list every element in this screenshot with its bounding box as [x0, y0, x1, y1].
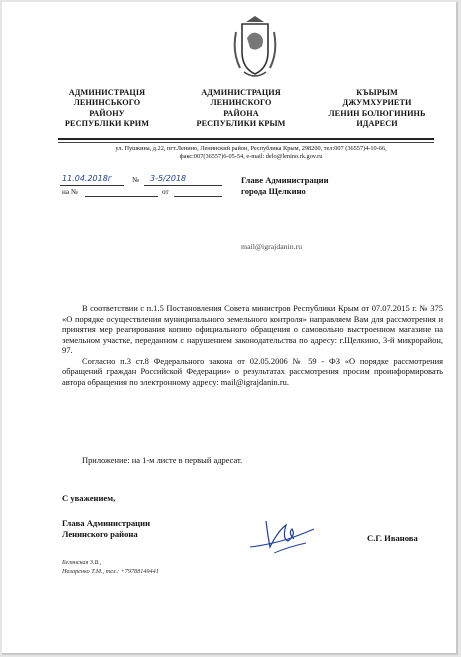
letter-body	[62, 303, 443, 387]
attachment-note: Приложение: на 1-м листе в первый адресат.	[82, 455, 243, 465]
reference-from-label: от	[162, 188, 169, 196]
header-left-line-4: РЕСПУБЛІКИ КРИМ	[64, 118, 150, 128]
header-russian	[186, 88, 296, 129]
reference-label: на №	[62, 188, 78, 196]
regards: С уважением,	[62, 493, 116, 503]
header-left-line-3: РАЙОНУ	[89, 108, 125, 118]
executor-line-2: Назаренко Т.М., тел.: +79788149441	[62, 568, 159, 575]
signature-icon	[248, 517, 318, 555]
header-right-line-1: КЪЫРЫМ	[356, 88, 398, 97]
reference-date-underline	[174, 196, 222, 197]
header-center-line-1: АДМИНИСТРАЦИЯ	[201, 88, 281, 97]
header-center-line-4: РЕСПУБЛИКИ КРЫМ	[196, 118, 286, 128]
addressee-email: mail@igrajdanin.ru	[241, 242, 303, 251]
header-right-line-3: ЛЕНИН БОЛЮГИНИНЬ	[328, 108, 426, 118]
crimea-coat-of-arms-icon	[232, 12, 278, 82]
header-right-line-4: ИДАРЕСИ	[356, 118, 398, 128]
header-crimean-tatar	[318, 88, 436, 129]
executor-line-1: Белянская З.В.,	[62, 559, 102, 566]
header-divider	[58, 138, 434, 140]
reference-underline	[85, 196, 158, 197]
handwritten-number: 3-5/2018	[150, 174, 187, 183]
position-line-1: Глава Администрации	[62, 518, 151, 528]
header-center-line-2: ЛЕНИНСКОГО	[210, 98, 272, 108]
header-right-line-2: ДЖУМХУРИЕТИ	[342, 98, 412, 108]
number-label: №	[132, 176, 139, 184]
addressee	[241, 175, 329, 197]
addressee-line-2: города Щелкино	[241, 186, 306, 196]
header-divider-thin	[58, 142, 434, 143]
contact-info	[68, 145, 434, 161]
signer-position	[62, 518, 150, 540]
contact-line-2: факс:007(36557)6-05-54, e-mail: delo@lenino.rk.gov.ru	[179, 153, 323, 160]
letter-page	[2, 2, 458, 655]
header-center-line-3: РАЙОНА	[223, 108, 259, 118]
date-underline	[60, 185, 124, 186]
number-underline	[144, 185, 222, 186]
header-left-line-1: АДМИНИСТРАЦІЯ	[68, 88, 146, 97]
position-line-2: Ленинского района	[62, 529, 138, 539]
addressee-line-1: Главе Администрации	[241, 175, 329, 185]
contact-line-1: ул. Пушкина, д.22, пгт.Ленино, Ленинский район, Республика Крым, 298200, тел:007 (36557)4-10-66,	[115, 145, 387, 152]
header-ukrainian	[52, 88, 162, 129]
handwritten-date: 11.04.2018г	[62, 174, 113, 183]
signer-name: С.Г. Иванова	[367, 533, 418, 543]
paragraph-1: В соответствии с п.1.5 Постановления Совета министров Республики Крым от 07.07.2015 г. № 375 «О порядке осуществления муниципального земельного контроля» направляем Вам для рассмотрения и принятия мер реагирования копию официального обращения о самовольно выстроенном магазине на земельном участке, переданном с нарушением законодательства по адресу: г.Щелкино, 3-й микрорайон, 97.	[62, 303, 443, 355]
header-left-line-2: ЛЕНИНСЬКОГО	[73, 98, 141, 108]
paragraph-2: Согласно п.3 ст.8 Федерального закона от 02.05.2006 № 59 - ФЗ «О порядке рассмотрения обращений граждан Российской Федерации» о результатах рассмотрения просим проинформировать автора обращения по электронному адресу: mail@igrajdanin.ru.	[62, 355, 443, 387]
